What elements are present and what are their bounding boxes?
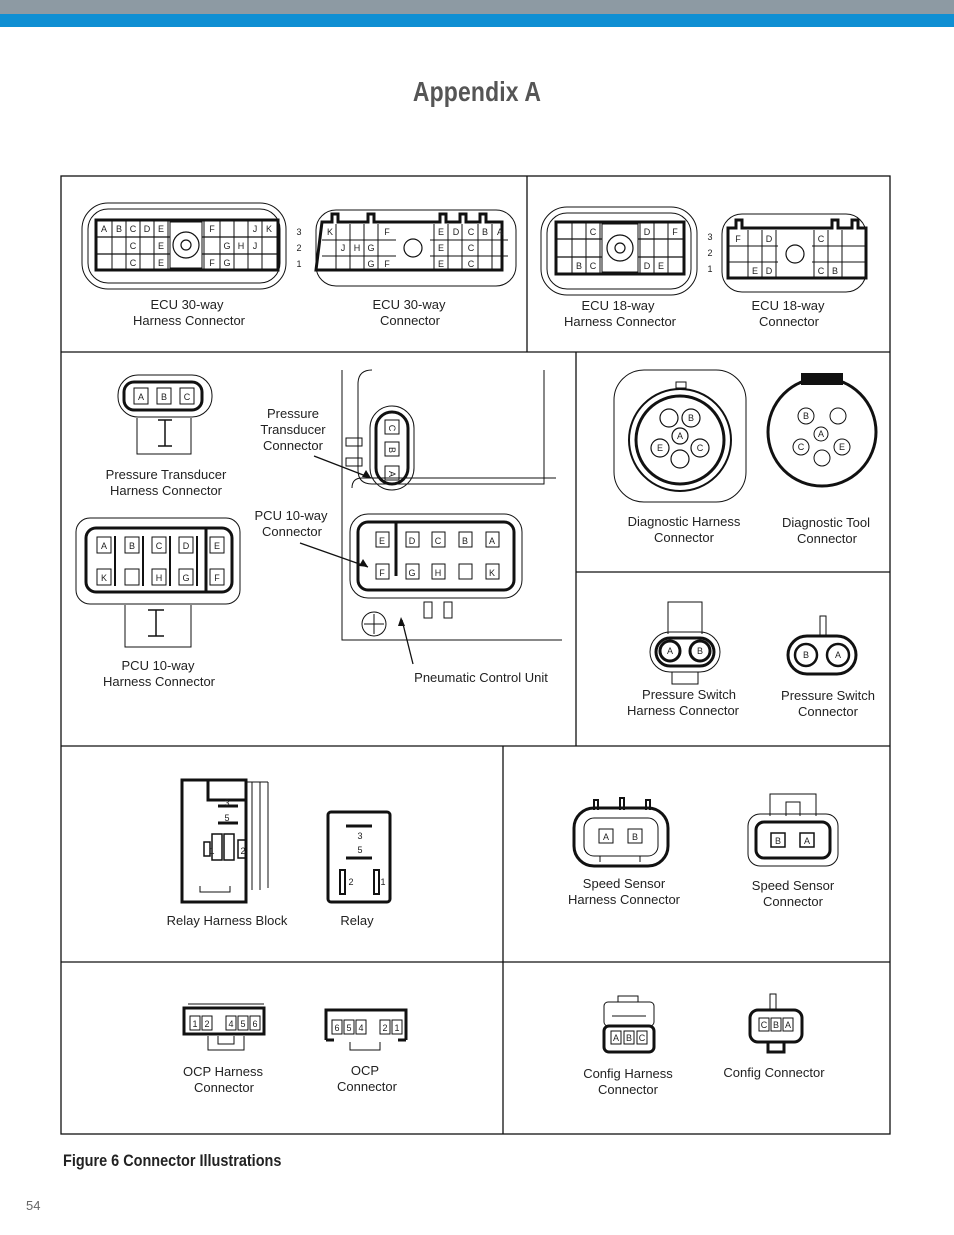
label-pcu10-conn-line1: PCU 10-way: [254, 508, 328, 523]
ecu18h-pin: D: [643, 227, 651, 237]
ecu30-connector: [316, 210, 516, 286]
pcu10c-pin: A: [488, 536, 496, 546]
relay-block-pin: 1: [209, 846, 215, 856]
pcu10h-pin: H: [155, 573, 163, 583]
relay-block-pin: 3: [224, 798, 230, 808]
pcu10c-pin: K: [488, 568, 496, 578]
pcu10c-pin: F: [379, 568, 385, 578]
ps-h-pin: A: [666, 646, 674, 656]
label-pt-conn-line3: Connector: [263, 438, 323, 453]
label-speed-conn-line2: Connector: [763, 894, 823, 909]
ocp-c-pin: 4: [358, 1023, 364, 1033]
relay: [328, 812, 390, 902]
label-ocp-harness-line2: Connector: [194, 1080, 254, 1095]
label-ocp-conn-line1: OCP: [350, 1063, 380, 1078]
ecu30c-pin: J: [340, 243, 346, 253]
ecu30c-pin: E: [437, 243, 445, 253]
label-ocp-conn-line2: Connector: [337, 1079, 397, 1094]
pcu10h-pin: D: [182, 541, 190, 551]
pcu10h-pin: F: [214, 573, 220, 583]
page-number: 54: [26, 1198, 41, 1213]
label-ecu18-conn-line1: ECU 18-way: [751, 298, 825, 313]
ocp-h-pin: 6: [252, 1019, 258, 1029]
ecu30h-pin: H: [237, 241, 245, 251]
ecu18-connector: [722, 214, 866, 292]
label-ecu30-conn-line2: Connector: [380, 313, 440, 328]
ecu30h-pin: F: [209, 258, 215, 268]
page-title: Appendix A: [412, 76, 542, 107]
pneumatic-control-unit: [300, 370, 562, 664]
pressure-switch-harness-connector: [650, 602, 720, 684]
label-ps-conn-line2: Connector: [798, 704, 858, 719]
ecu30h-pin: G: [223, 258, 231, 268]
ocp-h-pin: 1: [192, 1019, 198, 1029]
diag-t-pin: B: [802, 411, 810, 421]
diag-t-pin: A: [817, 429, 825, 439]
diag-t-pin: E: [838, 442, 846, 452]
label-speed-harness-line1: Speed Sensor: [582, 876, 666, 891]
ecu18-row-number: 2: [707, 248, 713, 258]
ecu18-harness-connector: [541, 207, 697, 295]
ecu30c-pin: A: [496, 227, 504, 237]
ecu30-row-number: 2: [296, 243, 302, 253]
ecu30h-pin: K: [265, 224, 273, 234]
label-ecu18-conn-line2: Connector: [759, 314, 819, 329]
label-pt-conn-line2: Transducer: [260, 422, 326, 437]
ptc-pin: C: [387, 424, 397, 432]
ecu30c-pin: D: [452, 227, 460, 237]
config-c-pin: B: [772, 1020, 780, 1030]
ecu30c-pin: B: [481, 227, 489, 237]
diag-h-pin: B: [687, 413, 695, 423]
label-ecu18-harness-line2: Harness Connector: [564, 314, 676, 329]
ecu30h-pin: B: [115, 224, 123, 234]
figure-caption: Figure 6 Connector Illustrations: [63, 1151, 282, 1170]
config-h-pin: B: [625, 1033, 633, 1043]
ecu30c-pin: G: [367, 243, 375, 253]
ecu18h-pin: B: [575, 261, 583, 271]
pth-pin: B: [160, 392, 168, 402]
label-pt-conn-line1: Pressure: [266, 406, 320, 421]
label-config-harness-line1: Config Harness: [583, 1066, 673, 1081]
relay-block-pin: 5: [224, 813, 230, 823]
ecu18c-pin: B: [831, 266, 839, 276]
ps-c-pin: A: [834, 650, 842, 660]
ecu30c-pin: C: [467, 259, 475, 269]
pcu10h-pin: G: [182, 573, 190, 583]
ptc-pin: A: [387, 470, 397, 478]
pth-pin: A: [137, 392, 145, 402]
label-config-harness-line2: Connector: [598, 1082, 658, 1097]
ecu18h-pin: F: [672, 227, 678, 237]
label-pcu10-conn-line2: Connector: [262, 524, 322, 539]
diag-t-pin: C: [797, 442, 805, 452]
ocp-h-pin: 5: [240, 1019, 246, 1029]
ecu30c-pin: K: [326, 227, 334, 237]
speed-c-pin: A: [803, 836, 811, 846]
relay-pin: 2: [348, 877, 354, 887]
ecu30h-pin: E: [157, 241, 165, 251]
speed-c-pin: B: [774, 836, 782, 846]
speed-h-pin: A: [602, 832, 610, 842]
label-ps-harness-line2: Harness Connector: [627, 703, 739, 718]
ps-c-pin: B: [802, 650, 810, 660]
ecu30c-pin: G: [367, 259, 375, 269]
ecu30c-pin: F: [384, 227, 390, 237]
ocp-c-pin: 1: [394, 1023, 400, 1033]
label-ecu30-harness-line2: Harness Connector: [133, 313, 245, 328]
ocp-h-pin: 2: [204, 1019, 210, 1029]
ecu30h-pin: C: [129, 241, 137, 251]
label-diag-tool-line2: Connector: [797, 531, 857, 546]
ecu30h-pin: J: [252, 224, 258, 234]
label-ocp-harness-line1: OCP Harness: [183, 1064, 263, 1079]
ecu30-row-number: 1: [296, 259, 302, 269]
pcu10h-pin: B: [128, 541, 136, 551]
pcu10c-pin: D: [408, 536, 416, 546]
pcu10c-pin: G: [408, 568, 416, 578]
ecu30h-pin: C: [129, 224, 137, 234]
speed-sensor-harness-connector: [574, 798, 668, 866]
ecu30c-pin: F: [384, 259, 390, 269]
ecu18h-pin: C: [589, 227, 597, 237]
ecu18c-pin: C: [817, 234, 825, 244]
pcu10h-pin: C: [155, 541, 163, 551]
pcu10h-pin: K: [100, 573, 108, 583]
ecu30h-pin: C: [129, 258, 137, 268]
label-config-conn: Config Connector: [723, 1065, 825, 1080]
ocp-h-pin: 4: [228, 1019, 234, 1029]
label-pt-harness-line2: Harness Connector: [110, 483, 222, 498]
label-pcu10-harness-line2: Harness Connector: [103, 674, 215, 689]
ecu30c-pin: H: [353, 243, 361, 253]
ocp-c-pin: 6: [334, 1023, 340, 1033]
ecu18-row-number: 3: [707, 232, 713, 242]
ecu30h-pin: A: [100, 224, 108, 234]
label-diag-tool-line1: Diagnostic Tool: [782, 515, 870, 530]
relay-block-pin: 2: [240, 846, 246, 856]
relay-pin: 1: [380, 877, 386, 887]
ecu30h-pin: J: [252, 241, 258, 251]
config-h-pin: C: [638, 1033, 646, 1043]
diag-h-pin: A: [676, 431, 684, 441]
ecu30c-pin: E: [437, 227, 445, 237]
ps-h-pin: B: [696, 646, 704, 656]
ecu30h-pin: E: [157, 258, 165, 268]
ecu30h-pin: F: [209, 224, 215, 234]
ecu30h-pin: E: [157, 224, 165, 234]
ecu30h-pin: D: [143, 224, 151, 234]
ocp-c-pin: 5: [346, 1023, 352, 1033]
config-c-pin: C: [760, 1020, 768, 1030]
ptc-pin: B: [387, 446, 397, 454]
pcu10c-pin: C: [434, 536, 442, 546]
speed-sensor-connector: [748, 794, 838, 866]
relay-pin: 3: [357, 831, 363, 841]
ecu18h-pin: E: [657, 261, 665, 271]
ecu18c-pin: D: [765, 234, 773, 244]
label-relay: Relay: [340, 913, 374, 928]
label-ps-harness-line1: Pressure Switch: [642, 687, 736, 702]
pth-pin: C: [183, 392, 191, 402]
ecu18h-pin: C: [589, 261, 597, 271]
ecu18c-pin: D: [765, 266, 773, 276]
ecu18h-pin: D: [643, 261, 651, 271]
relay-pin: 5: [357, 845, 363, 855]
label-pcu10-harness-line1: PCU 10-way: [121, 658, 195, 673]
label-diag-harness-line1: Diagnostic Harness: [627, 514, 741, 529]
ecu30c-pin: C: [467, 227, 475, 237]
pcu10c-pin: B: [461, 536, 469, 546]
diag-h-pin: C: [696, 443, 704, 453]
label-ps-conn-line1: Pressure Switch: [781, 688, 875, 703]
ecu30-row-number: 3: [296, 227, 302, 237]
label-pcu: Pneumatic Control Unit: [414, 670, 548, 685]
label-ecu30-conn-line1: ECU 30-way: [372, 297, 446, 312]
config-h-pin: A: [612, 1033, 620, 1043]
pressure-switch-connector: [788, 616, 856, 674]
label-ecu18-harness-line1: ECU 18-way: [581, 298, 655, 313]
config-c-pin: A: [784, 1020, 792, 1030]
ecu30c-pin: C: [467, 243, 475, 253]
pcu10h-pin: E: [213, 541, 221, 551]
config-harness-connector: [604, 996, 654, 1052]
pcu10c-pin: E: [378, 536, 386, 546]
ecu18c-pin: C: [817, 266, 825, 276]
ecu30h-pin: G: [223, 241, 231, 251]
speed-h-pin: B: [631, 832, 639, 842]
ecu18c-pin: E: [751, 266, 759, 276]
ecu18c-pin: F: [735, 234, 741, 244]
label-speed-conn-line1: Speed Sensor: [751, 878, 835, 893]
ecu30c-pin: E: [437, 259, 445, 269]
pcu10c-pin: H: [434, 568, 442, 578]
pcu10h-pin: A: [100, 541, 108, 551]
label-relay-block: Relay Harness Block: [166, 913, 288, 928]
label-diag-harness-line2: Connector: [654, 530, 714, 545]
label-speed-harness-line2: Harness Connector: [568, 892, 680, 907]
label-pt-harness-line1: Pressure Transducer: [105, 467, 227, 482]
diag-h-pin: E: [656, 443, 664, 453]
ecu18-row-number: 1: [707, 264, 713, 274]
ocp-c-pin: 2: [382, 1023, 388, 1033]
label-ecu30-harness-line1: ECU 30-way: [150, 297, 224, 312]
pressure-transducer-harness-connector: [118, 375, 212, 454]
